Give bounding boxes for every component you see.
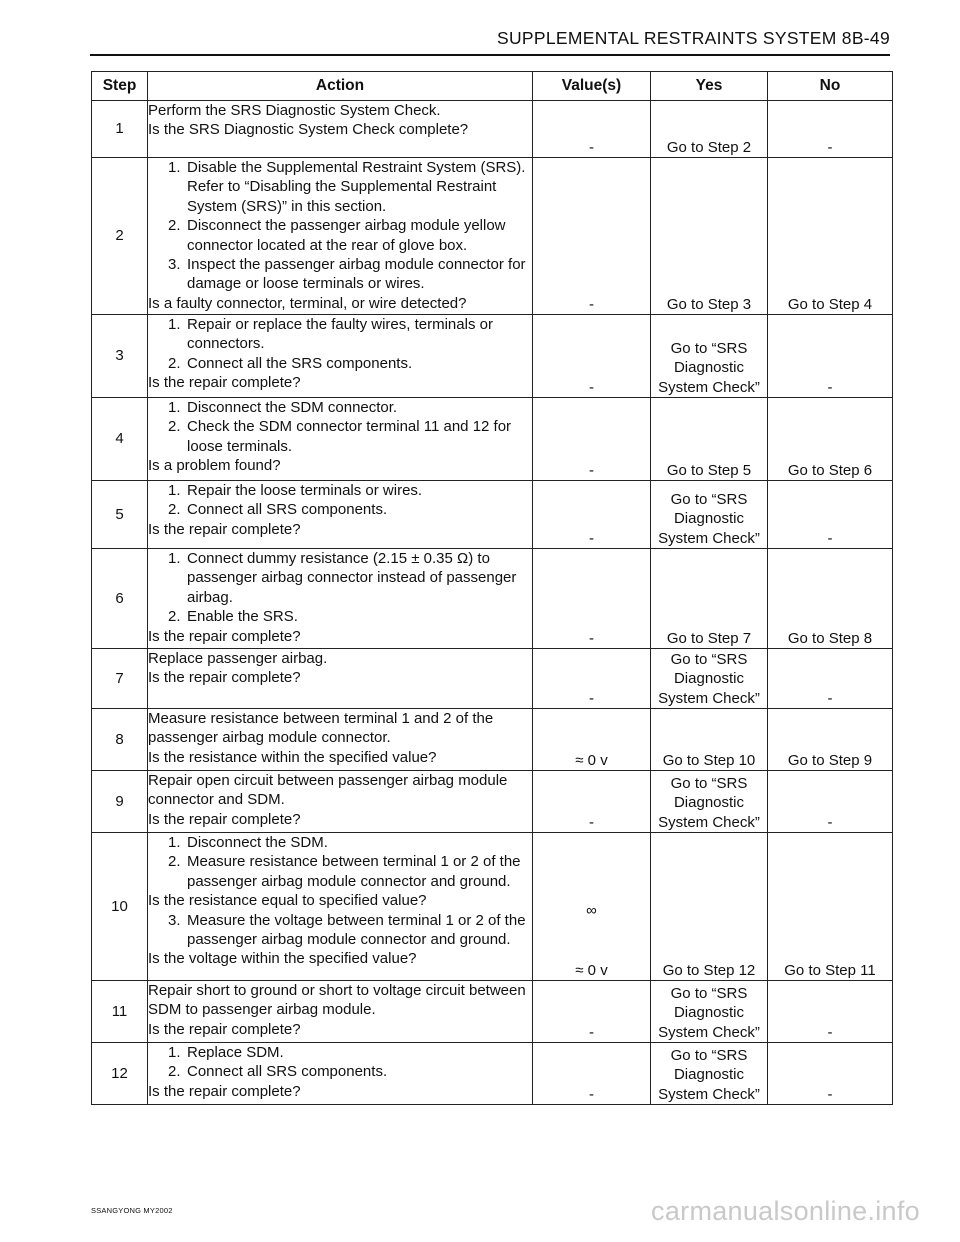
yes-cell — [651, 981, 768, 1043]
step-cell — [92, 709, 148, 771]
action-cell — [148, 649, 533, 709]
action-list-item — [148, 216, 532, 255]
list-number: 1. — [168, 834, 181, 851]
no-cell — [768, 315, 893, 398]
yes-cell — [651, 101, 768, 158]
yes-text: Go to “SRS — [670, 1046, 748, 1064]
table-row — [92, 771, 893, 833]
action-list-item — [148, 315, 532, 354]
no-cell — [768, 833, 893, 981]
list-text: Check the SDM connector terminal 11 and 12 for loose terminals. — [187, 418, 512, 455]
action-cell — [148, 158, 533, 315]
value-text: - — [589, 295, 594, 313]
action-question: Is the resistance within the specified value? — [148, 748, 437, 766]
step-number: 7 — [115, 669, 124, 687]
action-cell — [148, 101, 533, 158]
step-cell — [92, 101, 148, 158]
diagnostic-table — [91, 71, 893, 1105]
list-text: Disconnect the passenger airbag module yellow connector located at the rear of glove box. — [187, 217, 506, 254]
yes-cell — [651, 833, 768, 981]
table-row — [92, 549, 893, 649]
value-text: - — [589, 461, 594, 479]
step-number: 8 — [115, 730, 124, 748]
yes-text: Diagnostic — [673, 1004, 745, 1022]
value-cell — [533, 549, 651, 649]
yes-cell — [651, 549, 768, 649]
value-cell — [533, 981, 651, 1043]
list-text: Measure the voltage between terminal 1 or 2 of the passenger airbag module connector and ground. — [187, 911, 526, 949]
value-cell — [533, 771, 651, 833]
table-row — [92, 158, 893, 315]
no-text: - — [827, 138, 833, 156]
action-list-item — [148, 500, 532, 519]
list-text: Repair the loose terminals or wires. — [187, 482, 423, 499]
yes-text: System Check” — [658, 689, 760, 707]
list-text: Inspect the passenger airbag module connector for damage or loose terminals or wires. — [187, 256, 526, 293]
action-list-item — [148, 481, 532, 500]
action-cell — [148, 771, 533, 833]
value-cell — [533, 481, 651, 549]
step-number: 11 — [111, 1002, 128, 1020]
column-header-step: Step — [92, 72, 148, 101]
step-cell — [92, 981, 148, 1043]
action-cell — [148, 398, 533, 481]
yes-text: Go to Step 12 — [662, 961, 756, 979]
action-question: Is the repair complete? — [148, 1020, 301, 1038]
no-cell — [768, 549, 893, 649]
no-text: Go to Step 9 — [787, 751, 873, 769]
list-number: 2. — [168, 354, 181, 372]
yes-text: Go to “SRS — [670, 490, 748, 508]
action-question: Is the repair complete? — [148, 810, 301, 828]
column-header-no: No — [768, 72, 893, 101]
list-number: 3. — [168, 256, 181, 274]
header-rule — [90, 54, 890, 56]
yes-text: Go to Step 10 — [662, 751, 756, 769]
list-number: 1. — [168, 399, 181, 416]
action-list-item — [148, 549, 532, 607]
column-header-yes: Yes — [651, 72, 768, 101]
yes-text: Go to “SRS — [670, 650, 748, 668]
table-row — [92, 833, 893, 981]
list-number: 2. — [168, 1063, 181, 1081]
action-cell — [148, 981, 533, 1043]
action-question: Is the SRS Diagnostic System Check complete? — [148, 121, 469, 139]
value-text: ∞ — [586, 902, 597, 920]
action-question: Is the repair complete? — [148, 1082, 301, 1100]
action-list-item — [148, 417, 532, 456]
list-number: 1. — [168, 159, 181, 176]
no-text: Go to Step 6 — [787, 461, 873, 479]
action-text: Is the repair complete? — [148, 669, 301, 687]
list-text: Enable the SRS. — [187, 608, 298, 626]
step-cell — [92, 158, 148, 315]
column-header-values: Value(s) — [533, 72, 651, 101]
action-text: Repair open circuit between passenger airbag module connector and SDM. — [148, 772, 508, 809]
value-text: - — [589, 529, 594, 547]
action-list-item — [148, 833, 532, 852]
action-text: Repair short to ground or short to voltage circuit between SDM to passenger airbag module. — [148, 982, 526, 1019]
action-list-item — [148, 1043, 532, 1062]
yes-cell — [651, 1043, 768, 1105]
step-cell — [92, 649, 148, 709]
yes-text: System Check” — [658, 1023, 760, 1041]
value-text: - — [589, 813, 594, 831]
step-cell — [92, 315, 148, 398]
no-text: Go to Step 4 — [787, 295, 873, 313]
action-question: Is a faulty connector, terminal, or wire detected? — [148, 294, 467, 312]
list-number: 2. — [168, 608, 181, 626]
step-cell — [92, 481, 148, 549]
step-number: 4 — [115, 430, 124, 448]
action-list-item — [148, 607, 532, 626]
column-header-action: Action — [148, 72, 533, 101]
yes-text: Go to Step 7 — [666, 629, 752, 647]
value-cell — [533, 315, 651, 398]
list-number: 2. — [168, 501, 181, 519]
list-number: 2. — [168, 853, 181, 871]
step-cell — [92, 771, 148, 833]
yes-cell — [651, 709, 768, 771]
watermark: carmanualsonline.info — [651, 1196, 920, 1226]
yes-text: Go to “SRS — [670, 339, 748, 357]
yes-text: Diagnostic — [673, 359, 745, 377]
step-number: 10 — [111, 897, 128, 915]
step-number: 3 — [115, 347, 124, 365]
value-cell — [533, 398, 651, 481]
action-cell — [148, 315, 533, 398]
action-question: Is the repair complete? — [148, 520, 301, 538]
action-list-item — [148, 1062, 532, 1081]
action-cell — [148, 833, 533, 981]
list-number: 1. — [168, 1044, 181, 1061]
action-cell — [148, 549, 533, 649]
yes-cell — [651, 649, 768, 709]
no-text: - — [827, 1085, 833, 1103]
yes-text: Go to Step 3 — [666, 295, 752, 313]
value-text: - — [589, 138, 594, 156]
table-body — [92, 101, 893, 1105]
step-number: 5 — [115, 505, 124, 523]
action-list-item — [148, 255, 532, 294]
action-list-item — [148, 852, 532, 891]
yes-text: System Check” — [658, 378, 760, 396]
no-text: - — [827, 1023, 833, 1041]
action-list-item — [148, 911, 532, 950]
step-number: 1 — [115, 120, 124, 138]
no-text: - — [827, 689, 833, 707]
list-text: Measure resistance between terminal 1 or 2 of the passenger airbag module connector and ground. — [187, 853, 521, 890]
table-row — [92, 981, 893, 1043]
value-text: - — [589, 1085, 594, 1103]
step-cell — [92, 398, 148, 481]
action-question: Is a problem found? — [148, 457, 281, 475]
no-cell — [768, 158, 893, 315]
list-number: 2. — [168, 418, 181, 436]
action-text: Replace passenger airbag. — [148, 650, 328, 667]
no-cell — [768, 771, 893, 833]
list-number: 1. — [168, 482, 181, 499]
value-cell — [533, 649, 651, 709]
table-row — [92, 649, 893, 709]
no-text: - — [827, 813, 833, 831]
list-number: 3. — [168, 911, 181, 929]
yes-cell — [651, 158, 768, 315]
action-text: Measure resistance between terminal 1 and 2 of the passenger airbag module connector. — [148, 710, 494, 747]
list-text: Disconnect the SDM connector. — [187, 399, 398, 416]
list-number: 1. — [168, 316, 181, 333]
yes-text: Diagnostic — [673, 1066, 745, 1084]
no-cell — [768, 709, 893, 771]
list-text: Connect all SRS components. — [187, 501, 388, 519]
yes-text: Go to “SRS — [670, 774, 748, 792]
value-cell — [533, 833, 651, 981]
value-text: ≈ 0 v — [575, 751, 608, 769]
table-row — [92, 709, 893, 771]
no-cell — [768, 1043, 893, 1105]
no-text: - — [827, 378, 833, 396]
yes-cell — [651, 771, 768, 833]
action-question: Is the resistance equal to specified value? — [148, 892, 427, 910]
yes-cell — [651, 315, 768, 398]
list-text: Connect all SRS components. — [187, 1063, 388, 1081]
value-text: - — [589, 629, 594, 647]
yes-cell — [651, 398, 768, 481]
list-number: 1. — [168, 550, 181, 567]
no-text: Go to Step 11 — [784, 961, 876, 979]
yes-text: Diagnostic — [673, 510, 745, 528]
value-cell — [533, 709, 651, 771]
no-text: Go to Step 8 — [787, 629, 873, 647]
value-cell — [533, 1043, 651, 1105]
footer-text: SSANGYONG MY2002 — [91, 1206, 173, 1215]
step-cell — [92, 833, 148, 981]
list-text: Connect all the SRS components. — [187, 354, 413, 372]
action-question: Is the repair complete? — [148, 374, 301, 392]
list-text: Replace SDM. — [187, 1044, 284, 1061]
yes-text: System Check” — [658, 1085, 760, 1103]
action-list-item — [148, 158, 532, 216]
action-cell — [148, 709, 533, 771]
value-cell — [533, 101, 651, 158]
action-question: Is the voltage within the specified value? — [148, 950, 417, 968]
table-row — [92, 101, 893, 158]
page-header — [90, 28, 890, 54]
no-cell — [768, 398, 893, 481]
no-cell — [768, 481, 893, 549]
table-row — [92, 481, 893, 549]
no-cell — [768, 981, 893, 1043]
list-text: Disable the Supplemental Restraint System (SRS). Refer to “Disabling the Supplemental Restraint System (SRS)” in this section. — [187, 159, 526, 215]
step-cell — [92, 1043, 148, 1105]
value-text: - — [589, 1023, 594, 1041]
yes-text: Go to Step 2 — [666, 138, 752, 156]
value-text: ≈ 0 v — [575, 961, 608, 979]
list-text: Connect dummy resistance (2.15 ± 0.35 Ω) to passenger airbag connector instead of passenger airbag. — [187, 550, 517, 606]
yes-cell — [651, 481, 768, 549]
yes-text: Go to “SRS — [670, 984, 748, 1002]
value-cell — [533, 158, 651, 315]
value-text: - — [589, 689, 594, 707]
action-text: Perform the SRS Diagnostic System Check. — [148, 102, 441, 119]
value-text: - — [589, 378, 594, 396]
table-row — [92, 398, 893, 481]
step-number: 12 — [111, 1064, 128, 1082]
step-number: 6 — [115, 589, 124, 607]
list-text: Disconnect the SDM. — [187, 834, 328, 851]
table-header-row — [92, 72, 893, 101]
no-text: - — [827, 529, 833, 547]
yes-text: Go to Step 5 — [666, 461, 752, 479]
action-list-item — [148, 398, 532, 417]
action-list-item — [148, 354, 532, 373]
action-cell — [148, 1043, 533, 1105]
table-row — [92, 1043, 893, 1105]
yes-text: System Check” — [658, 813, 760, 831]
step-number: 9 — [115, 792, 124, 810]
yes-text: Diagnostic — [673, 794, 745, 812]
no-cell — [768, 101, 893, 158]
step-cell — [92, 549, 148, 649]
page-title: SUPPLEMENTAL RESTRAINTS SYSTEM 8B-49 — [497, 28, 890, 48]
action-cell — [148, 481, 533, 549]
table-row — [92, 315, 893, 398]
list-text: Repair or replace the faulty wires, terminals or connectors. — [187, 316, 493, 353]
action-question: Is the repair complete? — [148, 627, 301, 645]
step-number: 2 — [115, 227, 124, 245]
yes-text: Diagnostic — [673, 670, 745, 688]
list-number: 2. — [168, 217, 181, 235]
no-cell — [768, 649, 893, 709]
yes-text: System Check” — [658, 529, 760, 547]
